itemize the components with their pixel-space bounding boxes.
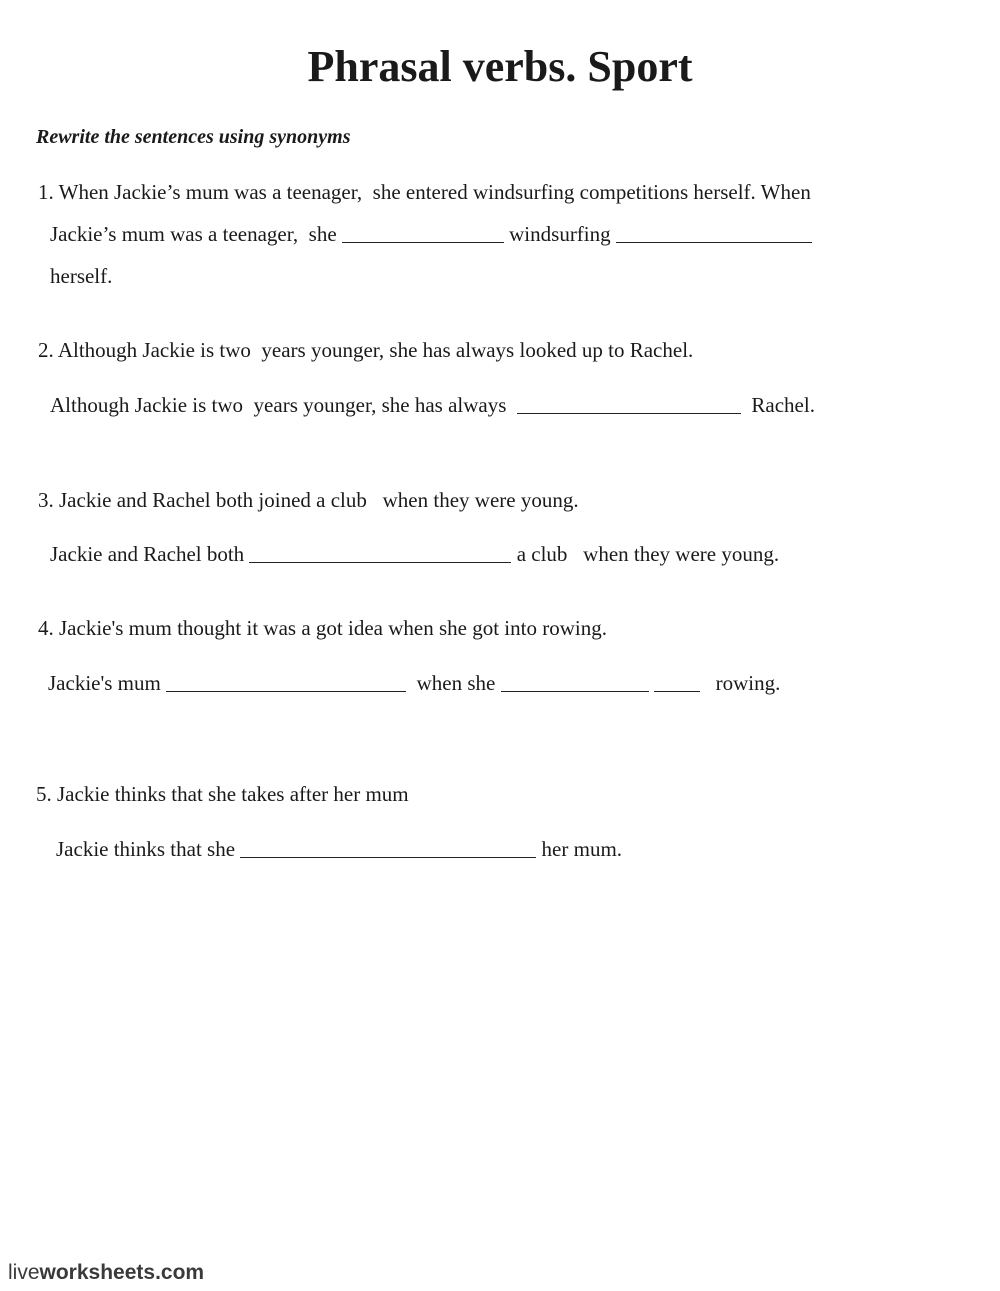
logo-light-text: live [8, 1261, 40, 1284]
item-1-text-c: herself. [50, 264, 113, 288]
item-4-blank-2[interactable] [501, 671, 649, 692]
item-2-rewrite [50, 391, 815, 419]
item-4-rewrite [48, 669, 780, 697]
item-3-text-a: Jackie and Rachel both [50, 542, 250, 566]
item-4-text-b: when she [406, 671, 501, 695]
logo-bold-text: worksheets [39, 1261, 156, 1284]
item-1-original: 1. When Jackie’s mum was a teenager, she entered windsurfing competitions herself. When [38, 180, 811, 204]
instruction-text: Rewrite the sentences using synonyms [36, 126, 351, 148]
item-4-text-a: Jackie's mum [48, 671, 167, 695]
item-1-rewrite [50, 220, 812, 248]
item-5-rewrite [56, 835, 622, 863]
item-5-text-a: Jackie thinks that she [56, 837, 241, 861]
item-4-original: 4. Jackie's mum thought it was a got idea when she got into rowing. [38, 616, 607, 640]
logo-suffix-text: .com [155, 1261, 205, 1284]
item-1-blank-2[interactable] [616, 222, 812, 243]
item-1-text-b: windsurfing [503, 222, 616, 246]
liveworksheets-logo [8, 1259, 204, 1287]
item-4-blank-1[interactable] [166, 671, 406, 692]
item-4-text-c: rowing. [699, 671, 781, 695]
item-5-blank-1[interactable] [240, 837, 536, 858]
item-3-rewrite [50, 540, 779, 568]
item-2-original: 2. Although Jackie is two years younger, she has always looked up to Rachel. [38, 338, 694, 362]
item-2-blank-1[interactable] [517, 393, 741, 414]
worksheet-title: Phrasal verbs. Sport [307, 42, 693, 91]
item-1-text-a: Jackie’s mum was a teenager, she [50, 222, 342, 246]
item-5-original: 5. Jackie thinks that she takes after her mum [36, 782, 409, 806]
item-4-blank-3[interactable] [654, 671, 700, 692]
item-5-text-b: her mum. [536, 837, 623, 861]
item-3-blank-1[interactable] [249, 542, 511, 563]
item-2-text-a: Although Jackie is two years younger, she has always [50, 393, 517, 417]
item-3-original: 3. Jackie and Rachel both joined a club when they were young. [38, 488, 579, 512]
item-3-text-b: a club when they were young. [511, 542, 780, 566]
item-2-text-b: Rachel. [740, 393, 815, 417]
item-1-blank-1[interactable] [342, 222, 504, 243]
